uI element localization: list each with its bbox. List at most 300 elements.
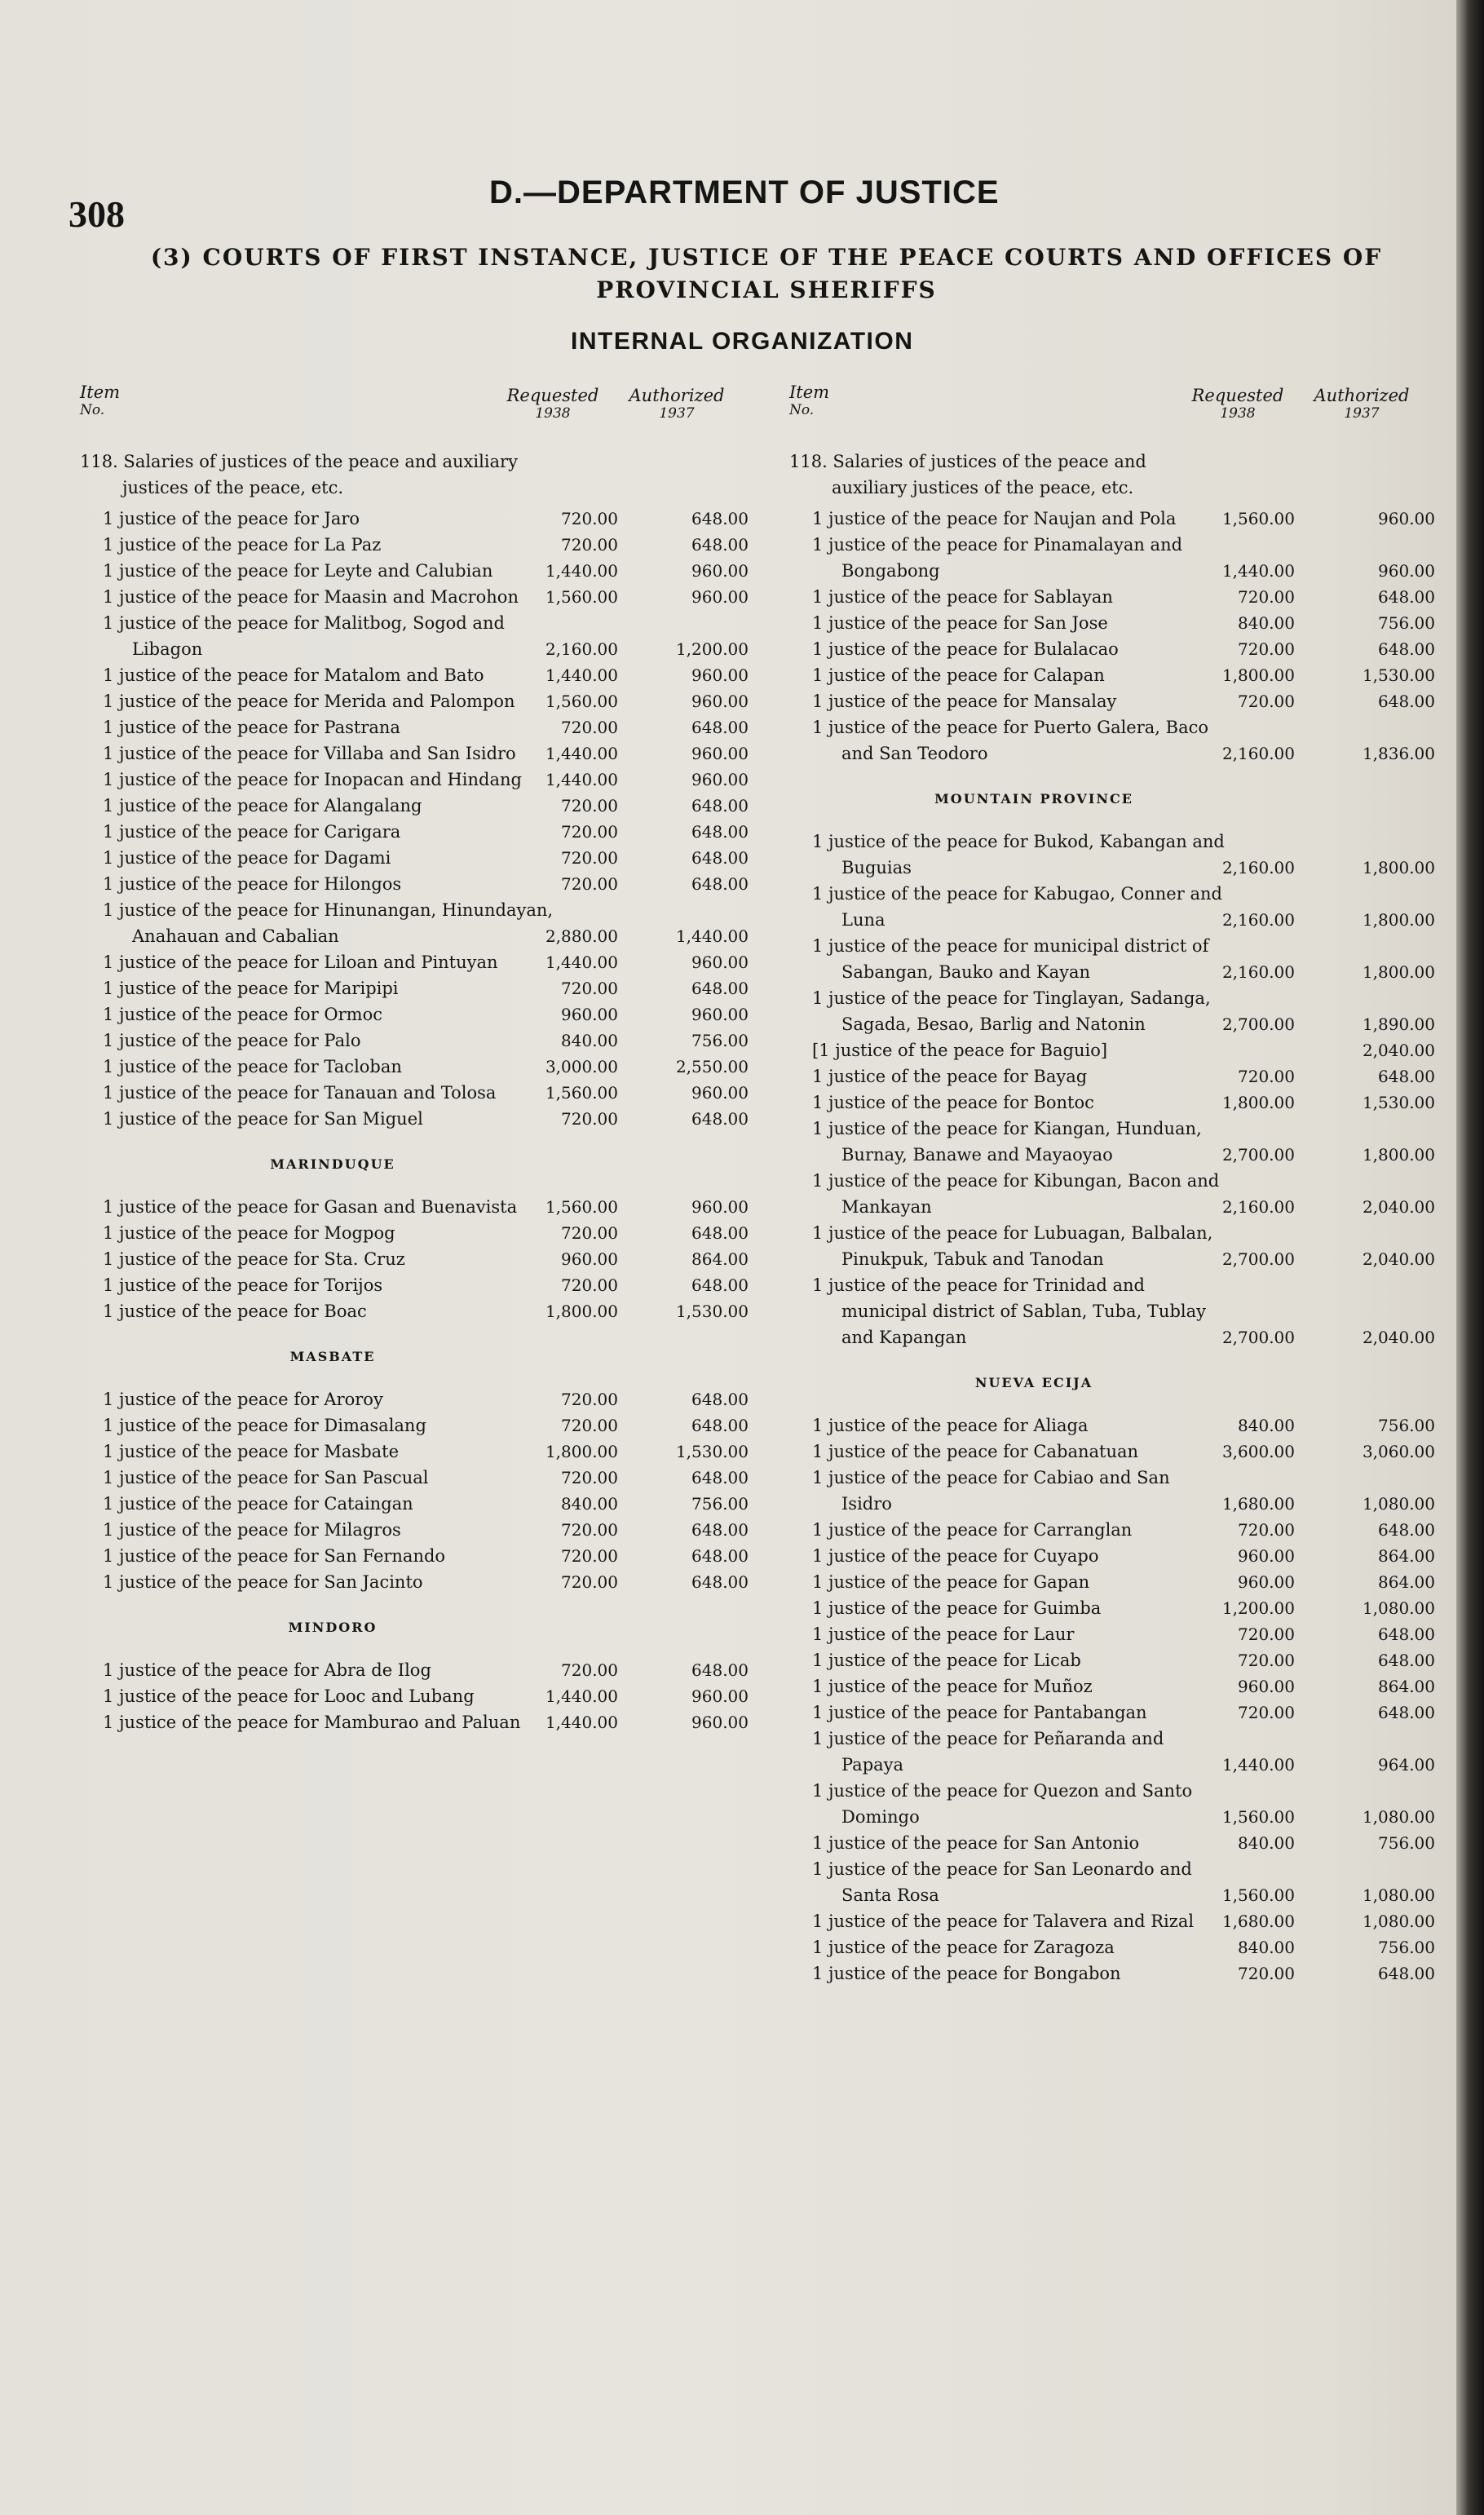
- authorized-amount: 960.00: [691, 561, 749, 581]
- requested-amount: 720.00: [1238, 1520, 1295, 1540]
- requested-amount: 720.00: [561, 1223, 618, 1243]
- requested-amount: 1,440.00: [545, 561, 618, 581]
- authorized-amount: 960.00: [691, 1686, 749, 1706]
- authorized-amount: 648.00: [691, 1223, 749, 1243]
- authorized-amount: 1,800.00: [1362, 858, 1435, 877]
- row-description: 1 justice of the peace for Ormoc: [103, 1005, 382, 1024]
- row-description: 1 justice of the peace for Mansalay: [812, 692, 1117, 711]
- table-row: [80, 1054, 765, 1080]
- table-row: [789, 1830, 1458, 1856]
- authorized-amount: 960.00: [1378, 509, 1435, 528]
- table-row: [789, 1063, 1458, 1090]
- row-description: 1 justice of the peace for Bayag: [812, 1067, 1088, 1086]
- requested-amount: 1,800.00: [1221, 1093, 1295, 1112]
- requested-amount: 720.00: [561, 1546, 618, 1566]
- authorized-header: Authorized 1937: [1314, 386, 1410, 422]
- rows-mindoro-cont: [789, 506, 1458, 767]
- authorized-amount: 648.00: [691, 822, 749, 842]
- rows-leyte: [80, 506, 765, 1132]
- requested-amount: 720.00: [561, 874, 618, 894]
- authorized-amount: 960.00: [691, 1005, 749, 1024]
- requested-amount: 720.00: [561, 1468, 618, 1487]
- row-description: 1 justice of the peace for Tinglayan, Sadanga, Sagada, Besao, Barlig and Natonin: [812, 988, 1211, 1034]
- authorized-amount: 756.00: [691, 1031, 749, 1050]
- section-title-line2: PROVINCIAL SHERIFFS: [596, 276, 937, 303]
- table-row: [80, 871, 765, 897]
- requested-amount: 840.00: [561, 1031, 618, 1050]
- rows-masbate: [80, 1386, 765, 1595]
- requested-amount: 2,700.00: [1221, 1145, 1295, 1165]
- row-description: 1 justice of the peace for Sta. Cruz: [103, 1249, 405, 1269]
- authorized-amount: 960.00: [691, 665, 749, 685]
- row-description: 1 justice of the peace for Quezon and Santo Domingo: [812, 1781, 1193, 1827]
- row-description: 1 justice of the peace for Muñoz: [812, 1677, 1093, 1696]
- row-description: 1 justice of the peace for Pinamalayan and Bongabong: [812, 535, 1183, 581]
- authorized-amount: 648.00: [691, 848, 749, 868]
- authorized-amount: 960.00: [691, 1083, 749, 1103]
- page-edge-shadow: [1456, 0, 1484, 2515]
- requested-amount: 2,160.00: [1221, 858, 1295, 877]
- authorized-amount: 648.00: [1378, 692, 1435, 711]
- authorized-amount: 1,080.00: [1362, 1807, 1435, 1827]
- authorized-amount: 648.00: [691, 535, 749, 555]
- requested-amount: 1,440.00: [545, 1686, 618, 1706]
- heading-mountain-province: MOUNTAIN PROVINCE: [934, 791, 1133, 807]
- requested-amount: 1,680.00: [1221, 1912, 1295, 1931]
- row-description: 1 justice of the peace for Maripipi: [103, 979, 399, 998]
- requested-amount: 2,880.00: [545, 926, 618, 946]
- row-description: 1 justice of the peace for municipal district of Sabangan, Bauko and Kayan: [812, 936, 1209, 982]
- requested-amount: 1,800.00: [545, 1302, 618, 1321]
- table-row: [80, 1386, 765, 1412]
- table-row: [789, 1934, 1458, 1960]
- row-description: 1 justice of the peace for Laur: [812, 1624, 1075, 1644]
- row-description: 1 justice of the peace for San Jose: [812, 613, 1108, 633]
- authorized-amount: 648.00: [1378, 587, 1435, 607]
- requested-amount: 2,700.00: [1221, 1249, 1295, 1269]
- table-row: [789, 1960, 1458, 1987]
- row-description: 1 justice of the peace for Boac: [103, 1302, 367, 1321]
- authorized-amount: 648.00: [691, 509, 749, 528]
- requested-amount: 1,200.00: [1221, 1598, 1295, 1618]
- table-row: [789, 662, 1458, 688]
- requested-amount: 1,560.00: [1221, 1885, 1295, 1905]
- authorized-amount: 3,060.00: [1362, 1442, 1435, 1461]
- table-row: [80, 793, 765, 819]
- authorized-amount: 1,440.00: [675, 926, 749, 946]
- requested-amount: 1,440.00: [545, 665, 618, 685]
- requested-amount: 960.00: [1238, 1572, 1295, 1592]
- table-row: [80, 1569, 765, 1595]
- authorized-amount: 864.00: [691, 1249, 749, 1269]
- row-description: 1 justice of the peace for Merida and Palompon: [103, 692, 515, 711]
- table-row: [789, 1856, 1458, 1908]
- table-row: [789, 1272, 1458, 1350]
- left-rows: [80, 449, 765, 1735]
- row-description: 1 justice of the peace for San Pascual: [103, 1468, 429, 1487]
- table-row: [789, 1595, 1458, 1621]
- requested-amount: 1,560.00: [545, 1197, 618, 1217]
- row-description: 1 justice of the peace for Matalom and Bato: [103, 665, 484, 685]
- section-title-line1: (3) COURTS OF FIRST INSTANCE, JUSTICE OF THE PEACE COURTS AND OFFICES OF: [150, 244, 1383, 271]
- authorized-amount: 960.00: [691, 770, 749, 789]
- authorized-amount: 864.00: [1378, 1677, 1435, 1696]
- row-description: 1 justice of the peace for Abra de Ilog: [103, 1660, 431, 1680]
- table-row: [789, 1700, 1458, 1726]
- row-description: 1 justice of the peace for Mamburao and Paluan: [103, 1713, 521, 1732]
- table-row: [80, 740, 765, 767]
- authorized-amount: 960.00: [1378, 561, 1435, 581]
- authorized-amount: 648.00: [691, 1546, 749, 1566]
- requested-amount: 720.00: [1238, 692, 1295, 711]
- row-description: 1 justice of the peace for Calapan: [812, 665, 1105, 685]
- row-description: 1 justice of the peace for San Antonio: [812, 1833, 1140, 1853]
- right-rows: [789, 449, 1458, 1987]
- row-description: 1 justice of the peace for Carigara: [103, 822, 401, 842]
- table-row: [789, 506, 1458, 532]
- table-row: [789, 1908, 1458, 1934]
- row-description: 1 justice of the peace for Licab: [812, 1651, 1081, 1670]
- table-row: [80, 558, 765, 584]
- rows-mountain-province: [789, 829, 1458, 1350]
- requested-amount: 1,440.00: [545, 770, 618, 789]
- requested-amount: 1,440.00: [545, 744, 618, 763]
- authorized-amount: 1,530.00: [1362, 1093, 1435, 1112]
- authorized-amount: 960.00: [691, 692, 749, 711]
- department-title: D.—DEPARTMENT OF JUSTICE: [489, 175, 1000, 210]
- table-row: [80, 975, 765, 1001]
- authorized-amount: 960.00: [691, 587, 749, 607]
- requested-amount: 720.00: [561, 1660, 618, 1680]
- item-header: Item No.: [789, 382, 830, 418]
- authorized-amount: 648.00: [691, 1390, 749, 1409]
- authorized-amount: 2,040.00: [1362, 1041, 1435, 1060]
- requested-amount: 2,160.00: [545, 639, 618, 659]
- row-description: 1 justice of the peace for Maasin and Macrohon: [103, 587, 519, 607]
- requested-amount: 840.00: [1238, 1416, 1295, 1435]
- requested-amount: 1,440.00: [1221, 561, 1295, 581]
- table-row: [80, 1194, 765, 1220]
- rows-marinduque: [80, 1194, 765, 1324]
- row-description: 1 justice of the peace for Malitbog, Sogod and Libagon: [103, 613, 505, 659]
- row-description: 1 justice of the peace for Pastrana: [103, 718, 400, 737]
- authorized-amount: 648.00: [1378, 1624, 1435, 1644]
- authorized-amount: 1,800.00: [1362, 1145, 1435, 1165]
- row-description: 1 justice of the peace for Bukod, Kabangan and Buguias: [812, 832, 1225, 877]
- authorized-amount: 1,800.00: [1362, 910, 1435, 930]
- table-row: [80, 506, 765, 532]
- row-description: 1 justice of the peace for Peñaranda and Papaya: [812, 1729, 1164, 1775]
- authorized-amount: 1,890.00: [1362, 1014, 1435, 1034]
- authorized-amount: 2,040.00: [1362, 1328, 1435, 1347]
- requested-amount: 720.00: [561, 848, 618, 868]
- table-row: [80, 1028, 765, 1054]
- requested-amount: 720.00: [1238, 1703, 1295, 1722]
- row-description: 1 justice of the peace for San Jacinto: [103, 1572, 423, 1592]
- table-row: [80, 949, 765, 975]
- table-row: [789, 1220, 1458, 1272]
- authorized-amount: 1,080.00: [1362, 1885, 1435, 1905]
- table-row: [80, 1080, 765, 1106]
- table-row: [789, 1543, 1458, 1569]
- row-description: 1 justice of the peace for Bongabon: [812, 1964, 1121, 1983]
- authorized-amount: 2,040.00: [1362, 1197, 1435, 1217]
- row-description: 1 justice of the peace for Gapan: [812, 1572, 1090, 1592]
- requested-header: Requested 1938: [506, 386, 599, 422]
- table-row: [80, 1491, 765, 1517]
- row-description: 1 justice of the peace for San Leonardo and Santa Rosa: [812, 1859, 1192, 1905]
- requested-amount: 1,440.00: [1221, 1755, 1295, 1775]
- heading-masbate: MASBATE: [289, 1349, 376, 1364]
- requested-amount: 1,560.00: [1221, 1807, 1295, 1827]
- row-description: 1 justice of the peace for Hilongos: [103, 874, 402, 894]
- table-row: [80, 1465, 765, 1491]
- requested-amount: 2,160.00: [1221, 744, 1295, 763]
- row-description: 1 justice of the peace for Pantabangan: [812, 1703, 1147, 1722]
- requested-amount: 720.00: [1238, 639, 1295, 659]
- row-description: 1 justice of the peace for Bulalacao: [812, 639, 1119, 659]
- authorized-amount: 648.00: [691, 796, 749, 815]
- row-description: 1 justice of the peace for Dagami: [103, 848, 391, 868]
- row-description: 1 justice of the peace for Kibungan, Bacon and Mankayan: [812, 1171, 1220, 1217]
- left-column: [80, 383, 765, 1735]
- row-description: 1 justice of the peace for Talavera and Rizal: [812, 1912, 1195, 1931]
- row-description: 1 justice of the peace for Zaragoza: [812, 1938, 1115, 1957]
- row-description: 1 justice of the peace for Leyte and Calubian: [103, 561, 493, 581]
- table-row: [789, 1465, 1458, 1517]
- row-description: 1 justice of the peace for Alangalang: [103, 796, 422, 815]
- row-description: 1 justice of the peace for Villaba and San Isidro: [103, 744, 516, 763]
- authorized-amount: 648.00: [1378, 1520, 1435, 1540]
- main-item: 118. Salaries of justices of the peace and auxiliary justices of the peace, etc.: [80, 452, 518, 497]
- requested-amount: 1,680.00: [1221, 1494, 1295, 1514]
- table-row: [80, 1412, 765, 1439]
- row-description: 1 justice of the peace for Torijos: [103, 1275, 383, 1295]
- column-header: [789, 383, 1458, 449]
- row-description: 1 justice of the peace for Aroroy: [103, 1390, 383, 1409]
- row-description: 1 justice of the peace for Gasan and Buenavista: [103, 1197, 518, 1217]
- authorized-amount: 648.00: [1378, 1651, 1435, 1670]
- authorized-amount: 1,530.00: [675, 1302, 749, 1321]
- table-row: [789, 1673, 1458, 1700]
- authorized-amount: 1,080.00: [1362, 1494, 1435, 1514]
- table-row: [80, 819, 765, 845]
- authorized-amount: 648.00: [691, 1109, 749, 1129]
- row-description: 1 justice of the peace for Palo: [103, 1031, 361, 1050]
- requested-header: Requested 1938: [1191, 386, 1284, 422]
- authorized-amount: 648.00: [691, 874, 749, 894]
- table-row: [80, 1246, 765, 1272]
- authorized-amount: 1,080.00: [1362, 1598, 1435, 1618]
- requested-amount: 720.00: [1238, 1067, 1295, 1086]
- row-description: 1 justice of the peace for Aliaga: [812, 1416, 1089, 1435]
- table-row: [80, 714, 765, 740]
- authorized-amount: 864.00: [1378, 1572, 1435, 1592]
- table-row: [80, 1439, 765, 1465]
- authorized-amount: 960.00: [691, 953, 749, 972]
- table-row: [80, 1220, 765, 1246]
- row-description: 1 justice of the peace for La Paz: [103, 535, 382, 555]
- authorized-amount: 756.00: [691, 1494, 749, 1514]
- requested-amount: 840.00: [1238, 1938, 1295, 1957]
- requested-amount: 960.00: [561, 1249, 618, 1269]
- authorized-amount: 648.00: [1378, 1067, 1435, 1086]
- table-row: [789, 1517, 1458, 1543]
- page-number: 308: [68, 193, 125, 235]
- requested-amount: 840.00: [561, 1494, 618, 1514]
- row-description: 1 justice of the peace for Liloan and Pintuyan: [103, 953, 498, 972]
- authorized-amount: 648.00: [691, 1468, 749, 1487]
- table-row: [789, 1778, 1458, 1830]
- authorized-amount: 1,200.00: [675, 639, 749, 659]
- row-description: 1 justice of the peace for Looc and Lubang: [103, 1686, 475, 1706]
- table-row: [80, 1683, 765, 1709]
- row-description: 1 justice of the peace for Jaro: [103, 509, 360, 528]
- table-row: [80, 532, 765, 558]
- row-description: 1 justice of the peace for Tanauan and Tolosa: [103, 1083, 497, 1103]
- table-row: [80, 767, 765, 793]
- authorized-amount: 960.00: [691, 1197, 749, 1217]
- table-row: [80, 584, 765, 610]
- authorized-amount: 964.00: [1378, 1755, 1435, 1775]
- heading-marinduque: MARINDUQUE: [270, 1156, 395, 1172]
- row-description: 1 justice of the peace for Kiangan, Hunduan, Burnay, Banawe and Mayaoyao: [812, 1119, 1202, 1165]
- requested-amount: 2,700.00: [1221, 1014, 1295, 1034]
- table-row: [789, 1090, 1458, 1116]
- row-description: 1 justice of the peace for Tacloban: [103, 1057, 402, 1076]
- table-row: [80, 1272, 765, 1298]
- requested-amount: 1,800.00: [545, 1442, 618, 1461]
- table-row: [80, 662, 765, 688]
- table-row: [789, 1621, 1458, 1647]
- requested-amount: 720.00: [561, 718, 618, 737]
- table-row: [789, 1116, 1458, 1168]
- row-description: 1 justice of the peace for Dimasalang: [103, 1416, 426, 1435]
- table-row: [789, 636, 1458, 662]
- requested-amount: 3,600.00: [1221, 1442, 1295, 1461]
- requested-amount: 720.00: [561, 1109, 618, 1129]
- table-row: [789, 1726, 1458, 1778]
- authorized-amount: 756.00: [1378, 613, 1435, 633]
- authorized-amount: 648.00: [1378, 1964, 1435, 1983]
- table-row: [789, 584, 1458, 610]
- requested-amount: 3,000.00: [545, 1057, 618, 1076]
- requested-amount: 720.00: [561, 796, 618, 815]
- row-description: 1 justice of the peace for Inopacan and Hindang: [103, 770, 522, 789]
- section-title: [73, 241, 1460, 307]
- heading-nueva-ecija: NUEVA ECIJA: [974, 1375, 1093, 1390]
- table-row: [789, 688, 1458, 714]
- requested-amount: 720.00: [1238, 587, 1295, 607]
- authorized-amount: 1,836.00: [1362, 744, 1435, 763]
- requested-amount: 720.00: [1238, 1964, 1295, 1983]
- authorized-amount: 1,800.00: [1362, 962, 1435, 982]
- row-description: 1 justice of the peace for Cabiao and San Isidro: [812, 1468, 1170, 1514]
- requested-amount: 2,160.00: [1221, 1197, 1295, 1217]
- authorized-amount: 1,080.00: [1362, 1912, 1435, 1931]
- authorized-amount: 648.00: [691, 1416, 749, 1435]
- table-row: [80, 1001, 765, 1028]
- authorized-amount: 960.00: [691, 744, 749, 763]
- row-description: 1 justice of the peace for Cuyapo: [812, 1546, 1099, 1566]
- row-description: [1 justice of the peace for Baguio]: [812, 1041, 1108, 1060]
- table-row: [80, 1657, 765, 1683]
- row-description: 1 justice of the peace for Guimba: [812, 1598, 1102, 1618]
- requested-amount: 1,560.00: [1221, 509, 1295, 528]
- row-description: 1 justice of the peace for Cabanatuan: [812, 1442, 1139, 1461]
- requested-amount: 960.00: [1238, 1677, 1295, 1696]
- requested-amount: 720.00: [1238, 1624, 1295, 1644]
- table-row: [789, 1412, 1458, 1439]
- row-description: 1 justice of the peace for Sablayan: [812, 587, 1113, 607]
- row-description: 1 justice of the peace for Kabugao, Conner and Luna: [812, 884, 1222, 930]
- right-column: [789, 383, 1458, 1987]
- requested-amount: 960.00: [561, 1005, 618, 1024]
- authorized-amount: 648.00: [691, 1660, 749, 1680]
- requested-amount: 720.00: [561, 535, 618, 555]
- row-description: 1 justice of the peace for Trinidad and municipal district of Sablan, Tuba, Tublay and Kapangan: [812, 1275, 1206, 1347]
- table-row: [789, 1647, 1458, 1673]
- requested-amount: 840.00: [1238, 1833, 1295, 1853]
- table-row: [789, 881, 1458, 933]
- table-row: [80, 845, 765, 871]
- rows-mindoro: [80, 1657, 765, 1735]
- requested-amount: 720.00: [561, 1520, 618, 1540]
- row-description: 1 justice of the peace for Naujan and Pola: [812, 509, 1177, 528]
- requested-amount: 720.00: [1238, 1651, 1295, 1670]
- row-description: 1 justice of the peace for Bontoc: [812, 1093, 1094, 1112]
- authorized-amount: 960.00: [691, 1713, 749, 1732]
- requested-amount: 1,560.00: [545, 587, 618, 607]
- authorized-amount: 756.00: [1378, 1416, 1435, 1435]
- authorized-amount: 756.00: [1378, 1833, 1435, 1853]
- column-header: [80, 383, 765, 449]
- requested-amount: 720.00: [561, 822, 618, 842]
- requested-amount: 720.00: [561, 509, 618, 528]
- authorized-amount: 648.00: [691, 1275, 749, 1295]
- requested-amount: 720.00: [561, 1572, 618, 1592]
- requested-amount: 840.00: [1238, 613, 1295, 633]
- table-row: [80, 1709, 765, 1735]
- organization-heading: INTERNAL ORGANIZATION: [571, 328, 914, 355]
- authorized-amount: 648.00: [1378, 639, 1435, 659]
- authorized-amount: 648.00: [1378, 1703, 1435, 1722]
- requested-amount: 960.00: [1238, 1546, 1295, 1566]
- row-description: 1 justice of the peace for Carranglan: [812, 1520, 1133, 1540]
- requested-amount: 1,560.00: [545, 1083, 618, 1103]
- authorized-amount: 648.00: [691, 718, 749, 737]
- table-row: [789, 532, 1458, 584]
- authorized-amount: 648.00: [691, 979, 749, 998]
- requested-amount: 1,440.00: [545, 953, 618, 972]
- row-description: 1 justice of the peace for Hinunangan, Hinundayan, Anahauan and Cabalian: [103, 900, 554, 946]
- authorized-amount: 2,040.00: [1362, 1249, 1435, 1269]
- table-row: [789, 985, 1458, 1037]
- row-description: 1 justice of the peace for San Fernando: [103, 1546, 446, 1566]
- requested-amount: 720.00: [561, 1275, 618, 1295]
- table-row: [789, 1168, 1458, 1220]
- requested-amount: 1,440.00: [545, 1713, 618, 1732]
- rows-nueva-ecija: [789, 1412, 1458, 1987]
- table-row: [789, 610, 1458, 636]
- item-header: Item No.: [80, 382, 121, 418]
- requested-amount: 2,160.00: [1221, 962, 1295, 982]
- table-row: [789, 714, 1458, 767]
- row-description: 1 justice of the peace for Lubuagan, Balbalan, Pinukpuk, Tabuk and Tanodan: [812, 1223, 1213, 1269]
- requested-amount: 2,160.00: [1221, 910, 1295, 930]
- table-row: [80, 1106, 765, 1132]
- table-row: [80, 1543, 765, 1569]
